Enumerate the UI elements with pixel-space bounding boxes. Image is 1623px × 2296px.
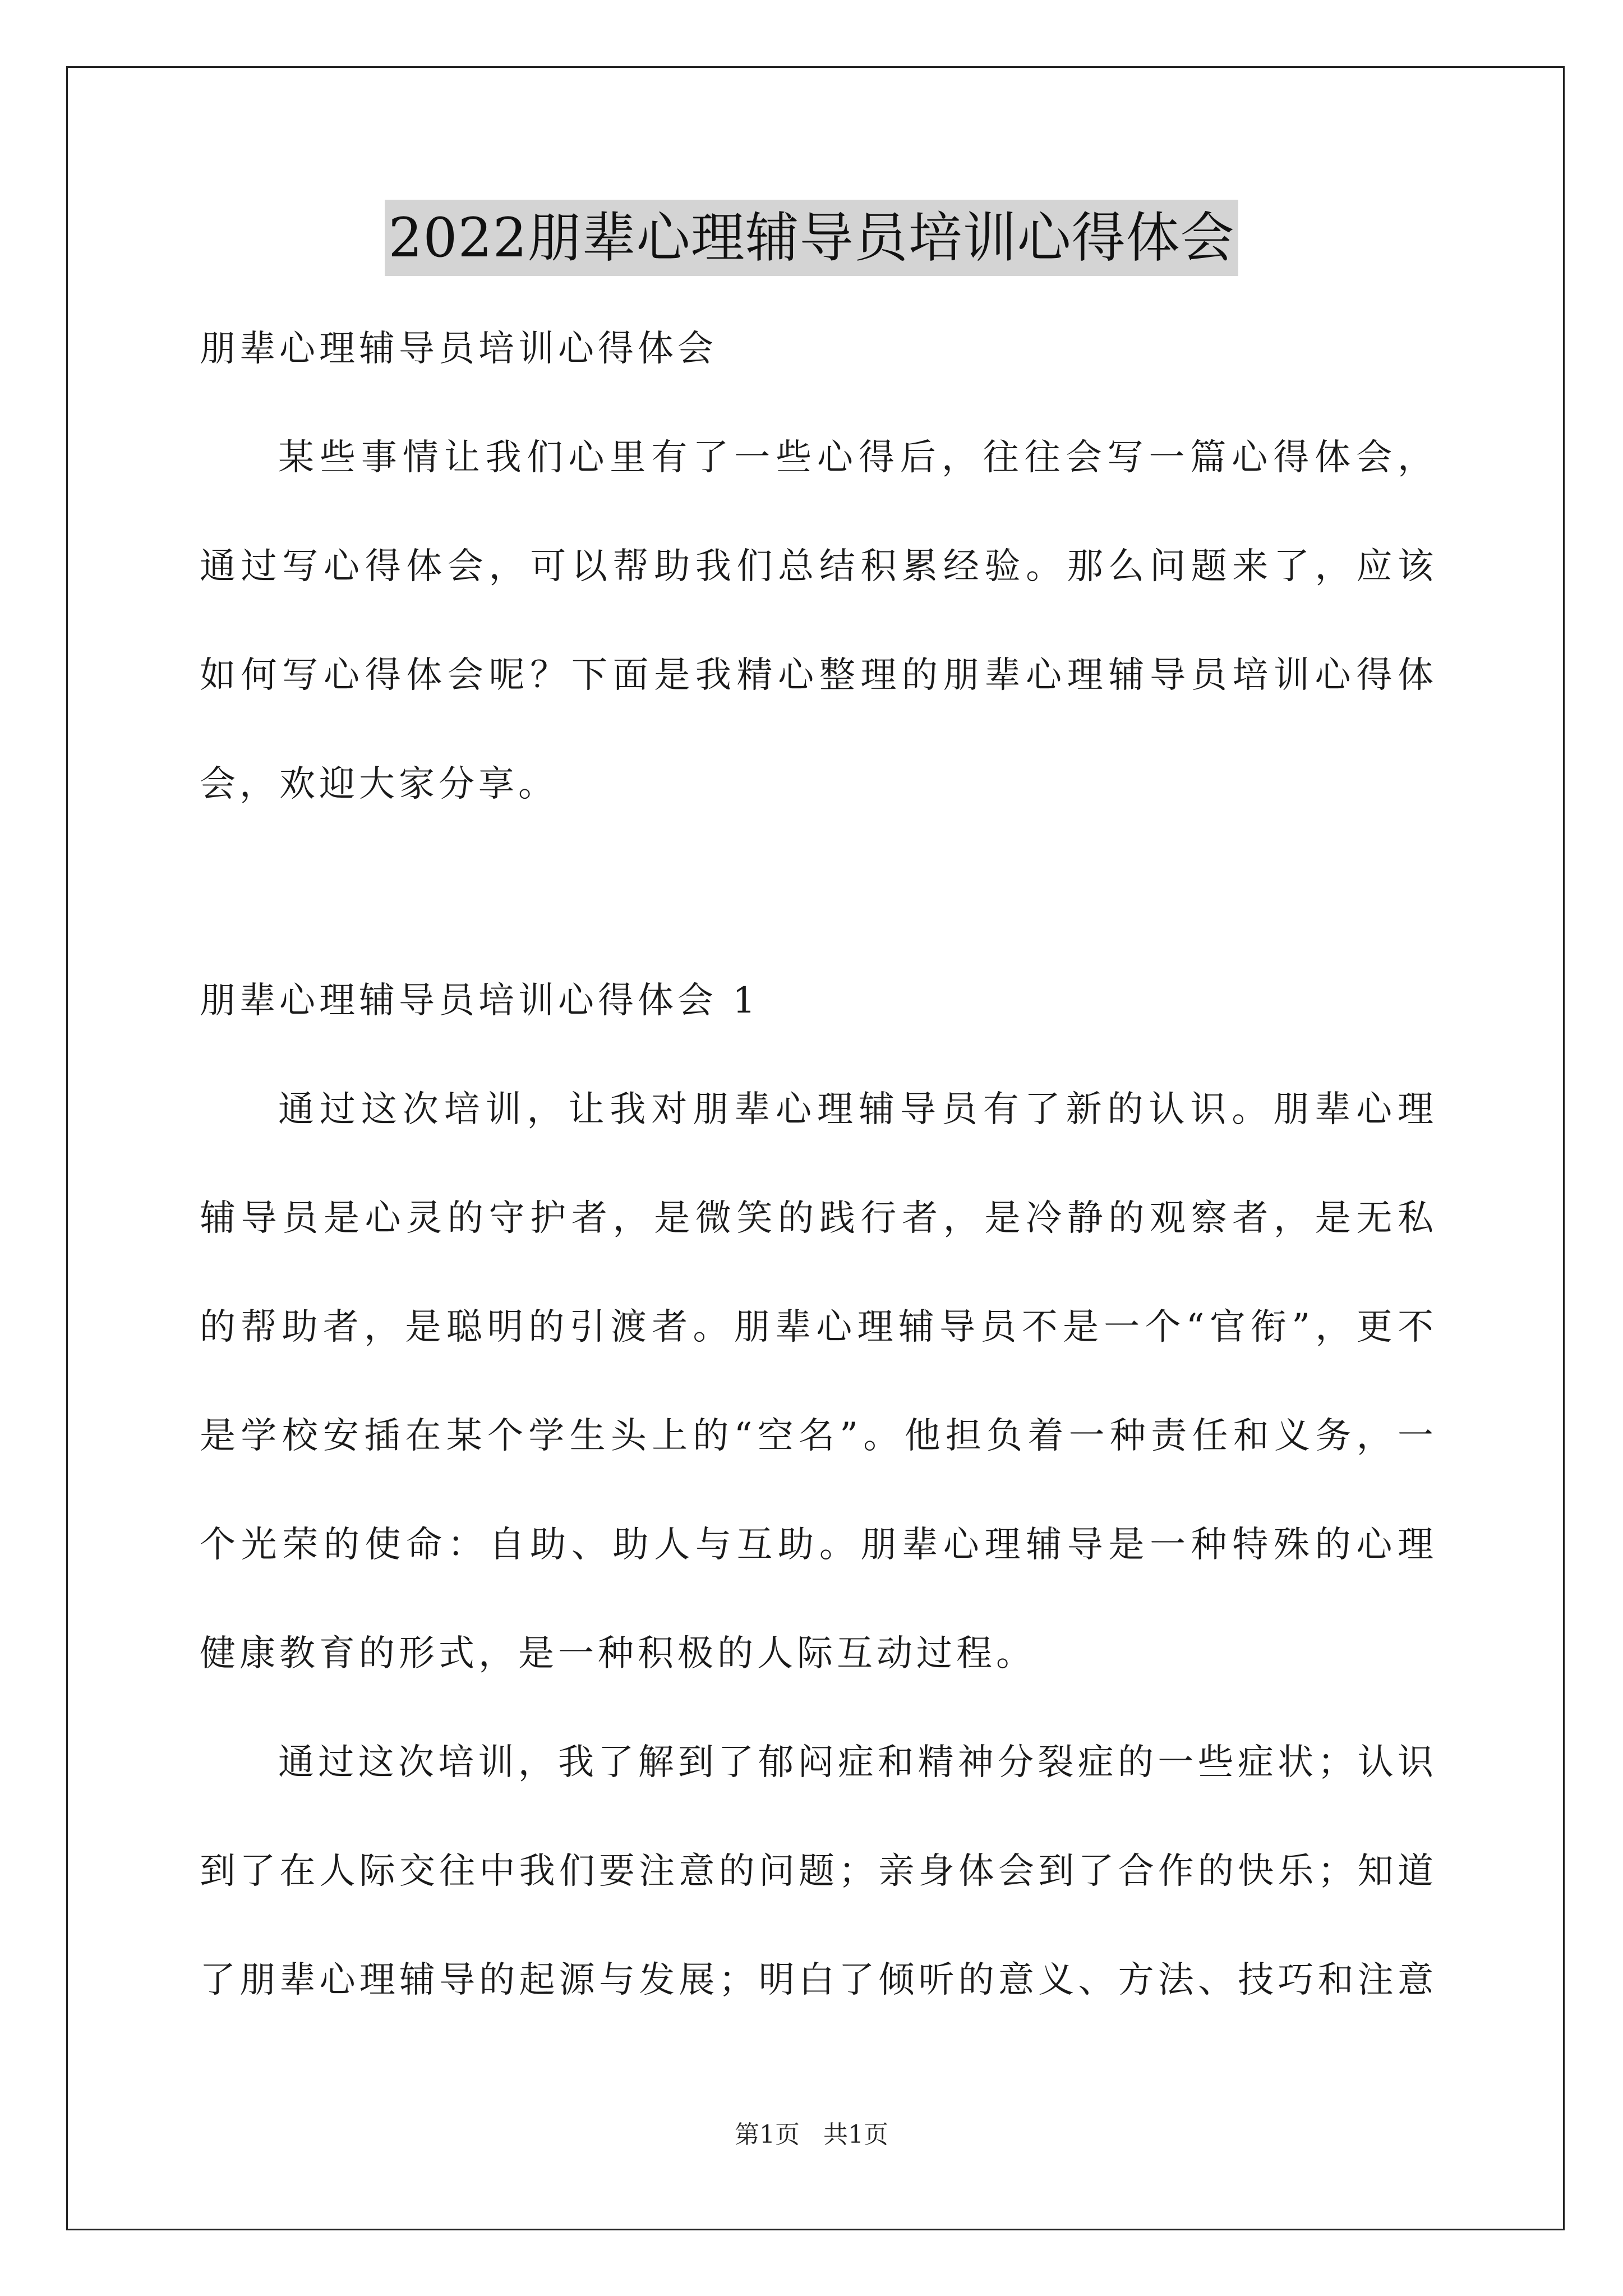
paragraph-line: 辅导员是心灵的守护者，是微笑的践行者，是冷静的观察者，是无私: [200, 1198, 1433, 1239]
section1-paragraph-1: [200, 1083, 1433, 1681]
document-title: 2022朋辈心理辅导员培训心得体会: [385, 200, 1238, 276]
document-subtitle: 朋辈心理辅导员培训心得体会: [200, 328, 717, 370]
page-footer: 第1页 共1页: [735, 2120, 888, 2149]
paragraph-line: 健康教育的形式，是一种积极的人际互动过程。: [200, 1633, 1036, 1674]
section-heading: 朋辈心理辅导员培训心得体会 1: [200, 980, 760, 1022]
paragraph-line: 到了在人际交往中我们要注意的问题；亲身体会到了合作的快乐；知道: [200, 1851, 1433, 1892]
section1-paragraph-2: [200, 1736, 1433, 2007]
paragraph-line: 会，欢迎大家分享。: [200, 763, 558, 805]
paragraph-line: 通过这次培训，让我对朋辈心理辅导员有了新的认识。朋辈心理: [278, 1089, 1433, 1130]
paragraph-line: 如何写心得体会呢？下面是我精心整理的朋辈心理辅导员培训心得体: [200, 655, 1433, 696]
paragraph-line: 了朋辈心理辅导的起源与发展；明白了倾听的意义、方法、技巧和注意: [200, 1959, 1433, 2001]
paragraph-line: 通过这次培训，我了解到了郁闷症和精神分裂症的一些症状；认识: [278, 1742, 1433, 1783]
paragraph-line: 是学校安插在某个学生头上的“空名”。他担负着一种责任和义务，一: [200, 1415, 1433, 1457]
paragraph-line: 某些事情让我们心里有了一些心得后，往往会写一篇心得体会，: [278, 437, 1433, 478]
paragraph-line: 个光荣的使命：自助、助人与互助。朋辈心理辅导是一种特殊的心理: [200, 1524, 1433, 1566]
paragraph-line: 通过写心得体会，可以帮助我们总结积累经验。那么问题来了，应该: [200, 546, 1433, 587]
paragraph-line: 的帮助者，是聪明的引渡者。朋辈心理辅导员不是一个“官衔”，更不: [200, 1306, 1433, 1348]
intro-paragraph: [200, 431, 1433, 811]
title-container: [0, 200, 1623, 276]
document-body: [200, 322, 1433, 2007]
